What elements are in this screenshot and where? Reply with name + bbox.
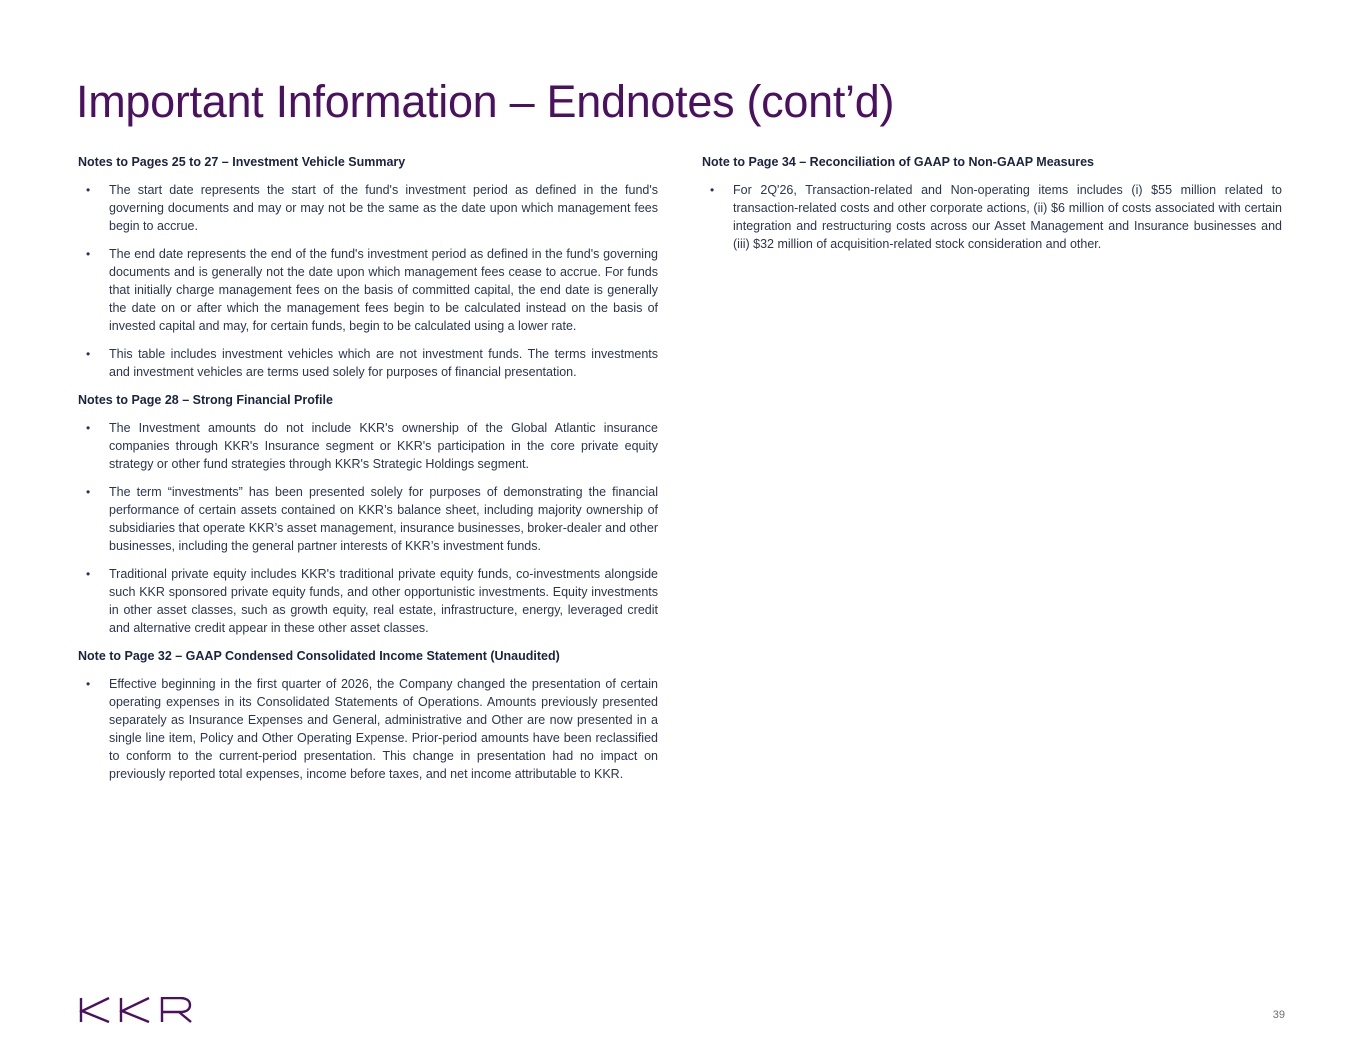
bullet-icon: • [86, 247, 91, 261]
bullet-icon: • [86, 677, 91, 691]
section-heading: Notes to Pages 25 to 27 – Investment Vehicle Summary [78, 155, 406, 169]
bullet-text: Traditional private equity includes KKR's traditional private equity funds, co-investments alongside such KKR sponsored private equity funds, and other opportunistic investments. Equity investments in other asset classes, such as growth equity, real estate, infrastructure, energy, leveraged credit and alternative credit appear in these other asset classes. [109, 567, 658, 635]
notes-section-gaap-income-statement [78, 647, 658, 783]
kkr-logo [79, 997, 193, 1023]
section-heading: Note to Page 32 – GAAP Condensed Consolidated Income Statement (Unaudited) [78, 649, 560, 663]
bullet-text: Effective beginning in the first quarter of 2026, the Company changed the presentation of certain operating expenses in its Consolidated Statements of Operations. Amounts previously presented separately as Insurance Expenses and General, administrative and Other are now presented in a single line item, Policy and Other Operating Expense. Prior-period amounts have been reclassified to conform to the current-period presentation. This change in presentation had no impact on previously reported total expenses, income before taxes, and net income attributable to KKR. [109, 677, 658, 781]
bullet-text: The start date represents the start of the fund's investment period as defined in the fund's governing documents and may or may not be the same as the date upon which management fees begin to accrue. [109, 183, 658, 233]
bullet-item [78, 181, 658, 235]
section-heading: Note to Page 34 – Reconciliation of GAAP to Non-GAAP Measures [702, 155, 1094, 169]
bullet-text: The term “investments” has been presented solely for purposes of demonstrating the financial performance of certain assets contained on KKR’s balance sheet, including majority ownership of subsidiaries that operate KKR’s asset management, insurance businesses, broker-dealer and other businesses, including the general partner interests of KKR’s investment funds. [109, 485, 658, 553]
bullet-item [78, 675, 658, 783]
bullet-text: This table includes investment vehicles which are not investment funds. The terms investments and investment vehicles are terms used solely for purposes of financial presentation. [109, 347, 658, 379]
bullet-icon: • [86, 183, 91, 197]
right-column [702, 153, 1282, 263]
bullet-item [78, 345, 658, 381]
bullet-icon: • [86, 347, 91, 361]
notes-section-gaap-reconciliation [702, 153, 1282, 253]
section-heading: Notes to Page 28 – Strong Financial Profile [78, 393, 333, 407]
bullet-text: For 2Q'26, Transaction-related and Non-operating items includes (i) $55 million related to transaction-related costs and other corporate actions, (ii) $6 million of costs associated with certain integration and restructuring costs across our Asset Management and Insurance businesses and (iii) $32 million of acquisition-related stock consideration and other. [733, 183, 1282, 251]
page-title: Important Information – Endnotes (cont’d) [76, 76, 895, 127]
bullet-icon: • [86, 567, 91, 581]
notes-section-investment-vehicle-summary [78, 153, 658, 381]
left-column [78, 153, 658, 793]
bullet-item [702, 181, 1282, 253]
bullet-item [78, 419, 658, 473]
bullet-item [78, 483, 658, 555]
bullet-item [78, 565, 658, 637]
bullet-icon: • [86, 421, 91, 435]
bullet-icon: • [710, 183, 715, 197]
bullet-text: The Investment amounts do not include KKR's ownership of the Global Atlantic insurance companies through KKR's Insurance segment or KKR's participation in the core private equity strategy or other fund strategies through KKR's Strategic Holdings segment. [109, 421, 658, 471]
notes-section-strong-financial-profile [78, 391, 658, 637]
bullet-text: The end date represents the end of the fund's investment period as defined in the fund's governing documents and is generally not the date upon which management fees cease to accrue. For funds that initially charge management fees on the basis of committed capital, the end date is generally the date on or after which the management fees begin to be calculated instead on the basis of invested capital and may, for certain funds, begin to be calculated using a lower rate. [109, 247, 658, 333]
page-number: 39 [1272, 1009, 1285, 1021]
bullet-item [78, 245, 658, 335]
bullet-icon: • [86, 485, 91, 499]
